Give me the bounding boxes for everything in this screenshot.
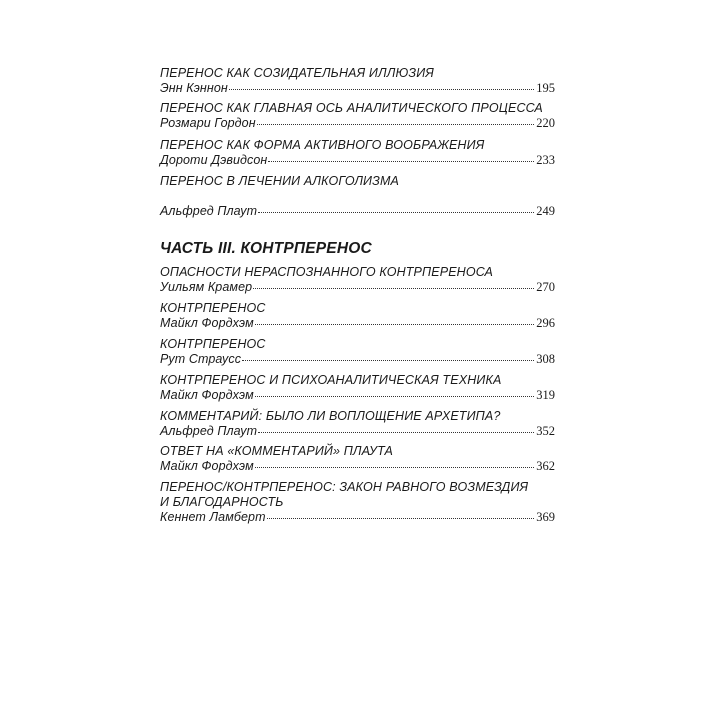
entry-page-number: 362 xyxy=(536,459,555,473)
entry-page-number: 369 xyxy=(536,510,555,524)
dot-leader xyxy=(242,360,534,361)
entry-author: Розмари Гордон xyxy=(160,116,256,130)
entry-author-line xyxy=(160,153,555,168)
dot-leader xyxy=(253,288,534,289)
entry-page-number: 195 xyxy=(536,81,555,95)
dot-leader xyxy=(267,518,535,519)
toc-entry xyxy=(160,409,555,439)
toc-entry xyxy=(160,480,555,525)
entry-title: ПЕРЕНОС КАК ФОРМА АКТИВНОГО ВООБРАЖЕНИЯ xyxy=(160,138,485,152)
entry-page-number: 319 xyxy=(536,388,555,402)
entry-author-line xyxy=(160,116,555,131)
entry-page-number: 220 xyxy=(536,116,555,130)
entry-author: Альфред Плаут xyxy=(160,424,258,438)
toc-entry xyxy=(160,373,555,403)
entry-page-number: 352 xyxy=(536,424,555,438)
toc-entry xyxy=(160,301,555,331)
entry-title: КОММЕНТАРИЙ: БЫЛО ЛИ ВОПЛОЩЕНИЕ АРХЕТИПА? xyxy=(160,409,501,423)
entry-title: ОТВЕТ НА «КОММЕНТАРИЙ» ПЛАУТА xyxy=(160,444,394,458)
entry-page-number: 249 xyxy=(536,204,555,218)
toc-entry xyxy=(160,101,555,131)
entry-page-number: 308 xyxy=(536,352,555,366)
table-of-contents-page xyxy=(160,0,555,720)
entry-author-line xyxy=(160,424,555,439)
entry-author: Альфред Плаут xyxy=(160,204,258,218)
entry-title: ПЕРЕНОС В ЛЕЧЕНИИ АЛКОГОЛИЗМА xyxy=(160,174,400,188)
toc-entry xyxy=(160,337,555,367)
entry-title: ПЕРЕНОС КАК СОЗИДАТЕЛЬНАЯ ИЛЛЮЗИЯ xyxy=(160,66,434,80)
dot-leader xyxy=(229,89,534,90)
toc-entry xyxy=(160,138,555,168)
dot-leader xyxy=(258,432,534,433)
part-heading: ЧАСТЬ III. КОНТРПЕРЕНОС xyxy=(160,240,372,257)
entry-author-line xyxy=(160,352,555,367)
entry-author: Рут Страусс xyxy=(160,352,242,366)
entry-author-line xyxy=(160,316,555,331)
entry-author-line xyxy=(160,459,555,474)
toc-entry xyxy=(160,66,555,96)
dot-leader xyxy=(257,124,535,125)
entry-title: КОНТРПЕРЕНОС xyxy=(160,337,266,351)
entry-author: Майкл Фордхэм xyxy=(160,316,254,330)
toc-entry xyxy=(160,174,555,219)
dot-leader xyxy=(255,396,534,397)
entry-author: Майкл Фордхэм xyxy=(160,459,254,473)
entry-author: Дороти Дэвидсон xyxy=(160,153,268,167)
dot-leader xyxy=(255,467,534,468)
entry-page-number: 233 xyxy=(536,153,555,167)
toc-entry xyxy=(160,265,555,295)
entry-author: Уильям Крамер xyxy=(160,280,253,294)
entry-page-number: 270 xyxy=(536,280,555,294)
entry-title: ПЕРЕНОС КАК ГЛАВНАЯ ОСЬ АНАЛИТИЧЕСКОГО ПРОЦЕССА xyxy=(160,101,543,115)
entry-author: Энн Кэннон xyxy=(160,81,228,95)
toc-entry xyxy=(160,444,555,474)
entry-author-line xyxy=(160,280,555,295)
dot-leader xyxy=(268,161,534,162)
entry-title: ПЕРЕНОС/КОНТРПЕРЕНОС: ЗАКОН РАВНОГО ВОЗМЕЗДИЯ И БЛАГОДАРНОСТЬ xyxy=(160,480,529,509)
entry-author: Майкл Фордхэм xyxy=(160,388,254,402)
dot-leader xyxy=(258,212,534,213)
entry-title: КОНТРПЕРЕНОС И ПСИХОАНАЛИТИЧЕСКАЯ ТЕХНИКА xyxy=(160,373,502,387)
entry-author-line xyxy=(160,510,555,525)
entry-title: ОПАСНОСТИ НЕРАСПОЗНАННОГО КОНТРПЕРЕНОСА xyxy=(160,265,493,279)
dot-leader xyxy=(255,324,534,325)
entry-author-line xyxy=(160,388,555,403)
entry-title: КОНТРПЕРЕНОС xyxy=(160,301,266,315)
entry-author-line xyxy=(160,81,555,96)
entry-author: Кеннет Ламберт xyxy=(160,510,266,524)
entry-author-line xyxy=(160,204,555,219)
entry-page-number: 296 xyxy=(536,316,555,330)
